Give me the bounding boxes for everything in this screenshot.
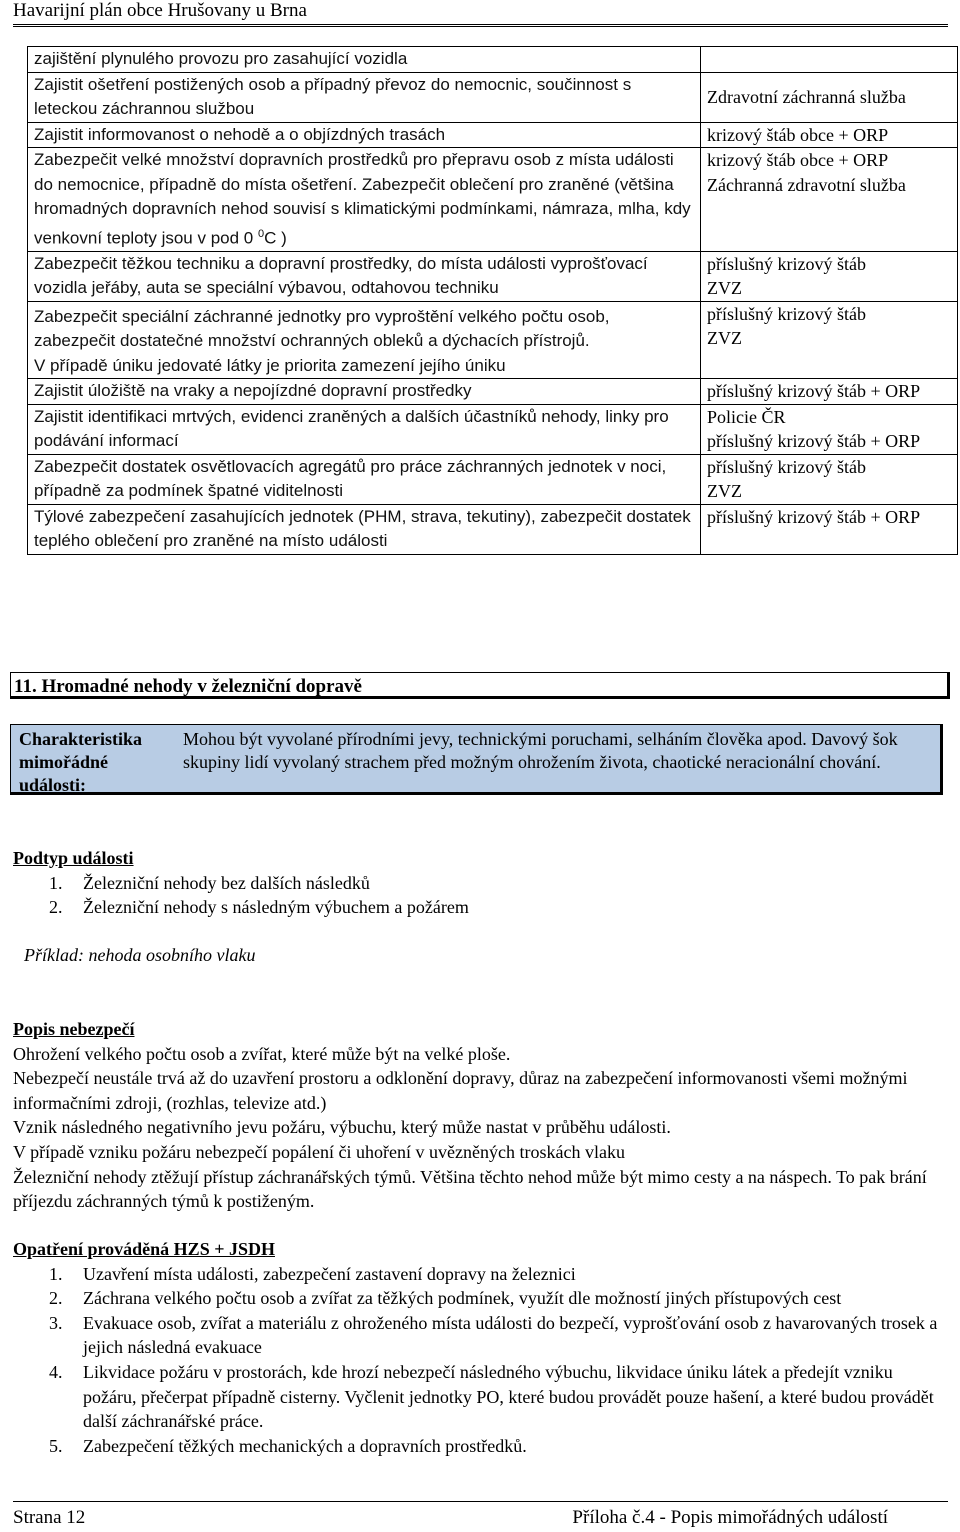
list-text: Zabezpečení těžkých mechanických a dopravních prostředků.: [83, 1435, 527, 1456]
responsible-line: ZVZ: [707, 481, 742, 502]
characteristics-box: [10, 724, 943, 795]
header-divider: [13, 26, 948, 27]
list-number: 2.: [49, 1288, 63, 1309]
task-cell: Zajistit identifikaci mrtvých, evidenci zraněných a dalších účastníků nehody, linky pro podávání informací: [28, 404, 701, 454]
task-cell: [28, 301, 701, 379]
responsible-cell: [701, 251, 958, 301]
list-text: Železniční nehody s následným výbuchem a požárem: [83, 897, 469, 918]
table-row: [28, 404, 958, 454]
actions-list: [13, 1262, 948, 1459]
measures-table: [27, 46, 958, 555]
list-item: [13, 871, 948, 896]
subtype-list: [13, 871, 948, 920]
list-text: Likvidace požáru v prostorách, kde hrozí nebezpečí následného výbuchu, likvidace úniku látek a předejít vzniku požáru, přečerpat případně cisterny. Vyčlenit jednotky PO, které budou provádět pouze hašení, a které budou provádět další záchranářské práce.: [83, 1361, 934, 1432]
section-heading: 11. Hromadné nehody v železniční dopravě: [10, 672, 950, 699]
example-note: Příklad: nehoda osobního vlaku: [24, 945, 256, 965]
responsible-line: Záchranná zdravotní služba: [707, 174, 906, 195]
table-row: [28, 379, 958, 405]
task-text: Zabezpečit velké množství dopravních prostředků pro přepravu osob z místa události do nemocnice, případně do místa ošetření. Zabezpečit oblečení pro zraněné (většina hromadných dopravních nehod souvisí s klimatickými podmínkami, námraza, mlha, kdy venkovní teploty jsou v pod 0: [34, 150, 691, 248]
list-item: [13, 1360, 948, 1434]
table-row: [28, 454, 958, 504]
hazard-line: Ohrožení velkého počtu osob a zvířat, které může být na velké ploše.: [13, 1043, 511, 1064]
responsible-cell: [701, 454, 958, 504]
responsible-line: ZVZ: [707, 278, 742, 299]
responsible-cell: příslušný krizový štáb + ORP: [701, 504, 958, 554]
responsible-cell: Zdravotní záchranná služba: [701, 72, 958, 122]
table-row: [28, 122, 958, 148]
task-text: Zabezpečit speciální záchranné jednotky pro vyproštění velkého počtu osob, zabezpečit dostatečné množství ochranných obleků a dýchacích přístrojů.: [34, 306, 610, 351]
characteristics-text: Mohou být vyvolané přírodními jevy, technickými poruchami, selháním člověka apod. Davový šok skupiny lidí vyvolaný strachem před možným ohrožením života, chaotické neracionální chování.: [183, 729, 898, 772]
task-cell: Zajistit úložiště na vraky a nepojízdné dopravní prostředky: [28, 379, 701, 405]
hazard-line: Nebezpečí neustále trvá až do uzavření prostoru a odklonění dopravy, důraz na zabezpečení informovanosti všemi možnými informačními zdroji, (rozhlas, televize atd.): [13, 1068, 908, 1113]
responsible-cell: [701, 301, 958, 379]
table-row: [28, 72, 958, 122]
actions-heading: Opatření prováděná HZS + JSDH: [13, 1239, 275, 1259]
responsible-cell: příslušný krizový štáb + ORP: [701, 379, 958, 405]
list-item: [13, 895, 948, 920]
list-text: Železniční nehody bez dalších následků: [83, 872, 370, 893]
task-text: V případě úniku jedovaté látky je priorita zamezení jejího úniku: [34, 355, 506, 375]
list-text: Uzavření místa události, zabezpečení zastavení dopravy na železnici: [83, 1263, 576, 1284]
hazard-line: Vznik následného negativního jevu požáru, výbuchu, který může nastat v průběhu události.: [13, 1117, 671, 1138]
task-cell: Zabezpečit těžkou techniku a dopravní prostředky, do místa události vyprošťovací vozidla jeřáby, auta se speciální výbavou, odtahovou techniku: [28, 251, 701, 301]
table-row: [28, 301, 958, 379]
responsible-line: příslušný krizový štáb + ORP: [707, 431, 921, 452]
task-cell: Týlové zabezpečení zasahujících jednotek (PHM, strava, tekutiny), zabezpečit dostatek teplého oblečení pro zraněné na místo události: [28, 504, 701, 554]
page-number: Strana 12: [13, 1507, 86, 1528]
list-number: 4.: [49, 1361, 63, 1382]
responsible-line: krizový štáb obce + ORP: [707, 150, 889, 170]
page-footer: [13, 1501, 948, 1532]
appendix-label: Příloha č.4 - Popis mimořádných událostí: [572, 1507, 888, 1528]
list-item: [13, 1286, 948, 1311]
hazard-section: [13, 1017, 948, 1214]
list-item: [13, 1434, 948, 1459]
document-title: Havarijní plán obce Hrušovany u Brna: [13, 0, 307, 21]
table-row: [28, 148, 958, 252]
table-row: [28, 504, 958, 554]
task-cell: [28, 148, 701, 252]
task-cell: Zabezpečit dostatek osvětlovacích agregátů pro práce záchranných jednotek v noci, případně za podmínek špatné viditelnosti: [28, 454, 701, 504]
task-cell: Zajistit informovanost o nehodě a o objízdných trasách: [28, 122, 701, 148]
responsible-line: příslušný krizový štáb: [707, 253, 866, 274]
responsible-cell: [701, 47, 958, 73]
table-row: [28, 47, 958, 73]
task-text-end: C ): [264, 228, 287, 248]
page-header: [13, 0, 948, 25]
responsible-line: příslušný krizový štáb: [707, 303, 866, 324]
subtype-heading: Podtyp události: [13, 848, 134, 868]
characteristics-label: Charakteristika mimořádné události:: [19, 729, 142, 795]
table-row: [28, 251, 958, 301]
list-number: 3.: [49, 1312, 63, 1333]
actions-section: [13, 1237, 948, 1458]
list-item: [13, 1311, 948, 1360]
hazard-heading: Popis nebezpečí: [13, 1019, 135, 1039]
list-number: 1.: [49, 1263, 63, 1284]
responsible-cell: krizový štáb obce + ORP: [701, 122, 958, 148]
list-number: 1.: [49, 872, 63, 893]
list-number: 5.: [49, 1435, 63, 1456]
subtype-section: [13, 846, 948, 920]
responsible-line: příslušný krizový štáb: [707, 456, 866, 477]
responsible-cell: [701, 404, 958, 454]
list-text: Evakuace osob, zvířat a materiálu z ohroženého místa události do bezpečí, vyprošťování osob z havarovaných trosek a jejich následná evakuace: [83, 1312, 938, 1358]
responsible-cell: [701, 148, 958, 252]
hazard-line: Železniční nehody ztěžují přístup záchranářských týmů. Většina těchto nehod může být mimo cesty a na náspech. To pak brání příjezdu záchranných týmů k postiženým.: [13, 1166, 927, 1212]
responsible-line: Policie ČR: [707, 406, 786, 427]
task-cell: Zajistit ošetření postižených osob a případný převoz do nemocnic, součinnost s leteckou záchrannou službou: [28, 72, 701, 122]
list-text: Záchrana velkého počtu osob a zvířat za těžkých podmínek, využít dle možností jiných přístupových cest: [83, 1288, 842, 1309]
task-superscript: 0: [257, 227, 265, 240]
hazard-line: V případě vzniku požáru nebezpečí popálení či uhoření v uvězněných troskách vlaku: [13, 1141, 625, 1162]
task-cell: zajištění plynulého provozu pro zasahující vozidla: [28, 47, 701, 73]
list-item: [13, 1262, 948, 1287]
responsible-line: ZVZ: [707, 328, 742, 349]
list-number: 2.: [49, 897, 63, 918]
